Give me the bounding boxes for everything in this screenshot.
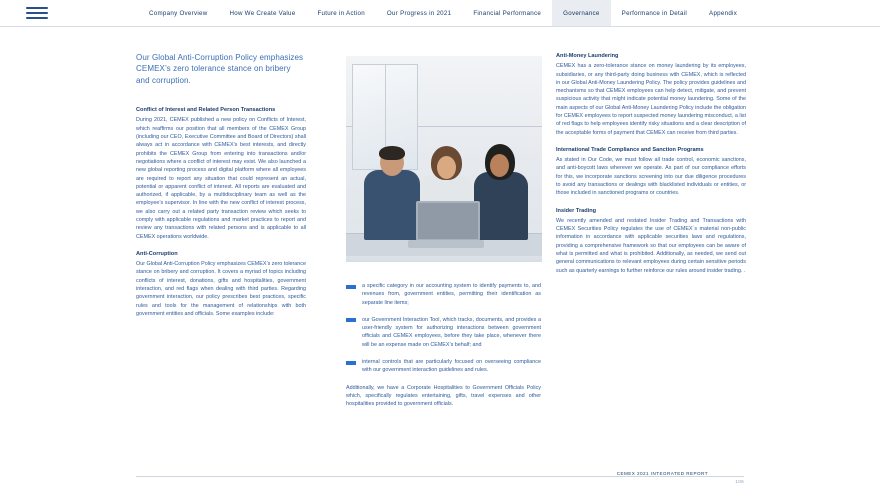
footer-report-label: CEMEX 2021 INTEGRATED REPORT: [613, 471, 712, 476]
section-body-anti-money-laundering: CEMEX has a zero-tolerance stance on money laundering by its employees, subsidiaries, or any third-party doing business with CEMEX, which is reflected in our Global Anti-Money Laundering Policy. The policy provides guidelines and mechanisms so that CEMEX employees can help detect, mitigate, and prevent suspicious activity that might indicate potential money laundering. Some of the main aspects of our Global Anti-Money Laundering Policy include the obligation for CEMEX employees to report suspected money laundering misconduct, a list of red flags to help employees identify risky situations and a clear description of the acceptable forms of payment that CEMEX can receive from third parties.: [556, 63, 746, 136]
hamburger-line: [26, 17, 48, 19]
nav-item-appendix[interactable]: Appendix: [709, 9, 738, 17]
photo-laptop-screen: [416, 201, 480, 241]
list-item: [346, 358, 541, 375]
text-column-two: [346, 282, 541, 418]
closing-paragraph: Additionally, we have a Corporate Hospitalities to Government Officials Policy which, specifically regulates entertaining, gifts, travel expenses and other hospitalities provided to government officials.: [346, 384, 541, 408]
nav-items: [138, 0, 748, 26]
nav-item-financial-performance[interactable]: Financial Performance: [473, 9, 542, 17]
photo-person-torso: [364, 170, 420, 240]
section-heading-conflict-of-interest: Conflict of Interest and Related Person Transactions: [136, 107, 276, 114]
photo-person-torso: [474, 172, 528, 240]
hamburger-menu-icon[interactable]: [26, 7, 60, 19]
bullet-marker-icon: [346, 361, 356, 365]
hamburger-line: [26, 7, 48, 9]
list-item: [346, 316, 541, 349]
section-body-conflict-of-interest: During 2021, CEMEX published a new policy on Conflicts of Interest, which reaffirms our position that all members of the CEMEX Group (including our CEO, Executive Committee and Board of Directors) shall always act in accordance with CEMEX’s best interests, and directly prohibits the CEMEX Group from entering into transactions and/or negotiations where a conflict of interest may exist. We also launched a new global reporting process and digital platform where all employees are required to report any situation that could represent an actual, potential or apparent conflict of interest. All reports are evaluated and authorized, if applicable, by a multidisciplinary team as well as the employee’s supervisor. In line with the new conflict of interest process, we also carry out a related party transaction review which seeks to comply with applicable regulations and market practices to report and review any transactions with related persons and is applicable to all CEMEX operations worldwide.: [136, 117, 306, 240]
footer-page-number: 106: [735, 479, 744, 484]
photo-laptop-base: [408, 240, 484, 248]
section-body-international-trade-compliance: As stated in Our Code, we must follow all trade control, economic sanctions, and anti-boycott laws wherever we operate. As part of our compliance efforts for this, we incorporate sanctions screening into our due diligence procedures to avoid any transactions or dealings with blacklisted individuals or entities, or those included in sanctioned programs or countries.: [556, 157, 746, 197]
nav-item-how-we-create-value[interactable]: How We Create Value: [229, 9, 296, 17]
nav-item-company-overview[interactable]: Company Overview: [149, 9, 208, 17]
nav-item-our-progress-in-2021[interactable]: Our Progress in 2021: [386, 9, 452, 17]
section-body-insider-trading: We recently amended and restated Insider Trading and Transactions with CEMEX Securities Policy regulates the use of CEMEX´s material non-public information in accordance with applicable securities laws and regulations, providing a comprehensive framework so that our employees can be aware of what is permitted and what is prohibited. Additionally, as needed, we send out general communications to relevant employees during certain sensitive periods such as quarterly earnings to further reinforce our rules around insider trading. .: [556, 217, 746, 274]
list-item: [346, 282, 541, 307]
photo-person-face: [490, 154, 509, 177]
bullet-text: internal controls that are particularly focused on overseeing compliance with our government interaction guidelines and rules.: [362, 359, 541, 374]
section-body-anti-corruption: Our Global Anti-Corruption Policy emphasizes CEMEX’s zero tolerance stance on bribery and corruption. It covers a myriad of topics including conflicts of interest, donations, gifts and hospitalities, government interaction, and red flags when dealing with third parties. Regarding government interaction, our policy prescribes best practices, specific rules and tools for the management of relationships with both government entities and officials. Some examples include:: [136, 261, 306, 317]
nav-item-governance[interactable]: Governance: [552, 0, 611, 26]
section-heading-insider-trading: Insider Trading: [556, 207, 597, 214]
colleagues-photo: [346, 56, 542, 262]
top-navigation-bar: [0, 0, 880, 27]
nav-item-performance-in-detail[interactable]: Performance in Detail: [621, 9, 688, 17]
section-heading-international-trade-compliance: International Trade Compliance and Sanction Programs: [556, 146, 704, 153]
bullet-text: our Government Interaction Tool, which tracks, documents, and provides a user-friendly system for authorizing interactions between government officials and CEMEX employees, before they take place, whenever there will be an expense made on CEMEX’s behalf; and: [362, 316, 541, 348]
section-heading-anti-corruption: Anti-Corruption: [136, 250, 178, 257]
text-column-three: [556, 52, 746, 275]
section-heading-anti-money-laundering: Anti-Money Laundering: [556, 53, 619, 59]
document-page: [0, 26, 880, 495]
lede-paragraph: Our Global Anti-Corruption Policy emphasizes CEMEX’s zero tolerance stance on bribery and corruption.: [136, 53, 304, 85]
bullet-text: a specific category in our accounting system to identify payments to, and revenues from, government entities, permitting their identification as separate line items;: [362, 283, 541, 306]
hamburger-line: [26, 12, 48, 14]
bullet-marker-icon: [346, 318, 356, 322]
footer-divider: [136, 476, 744, 477]
nav-item-future-in-action[interactable]: Future in Action: [317, 9, 365, 17]
page-footer: [0, 469, 880, 483]
photo-person-hair: [379, 146, 405, 160]
text-column-one: [136, 52, 306, 318]
bullet-marker-icon: [346, 285, 356, 289]
photo-person-face: [437, 156, 456, 179]
